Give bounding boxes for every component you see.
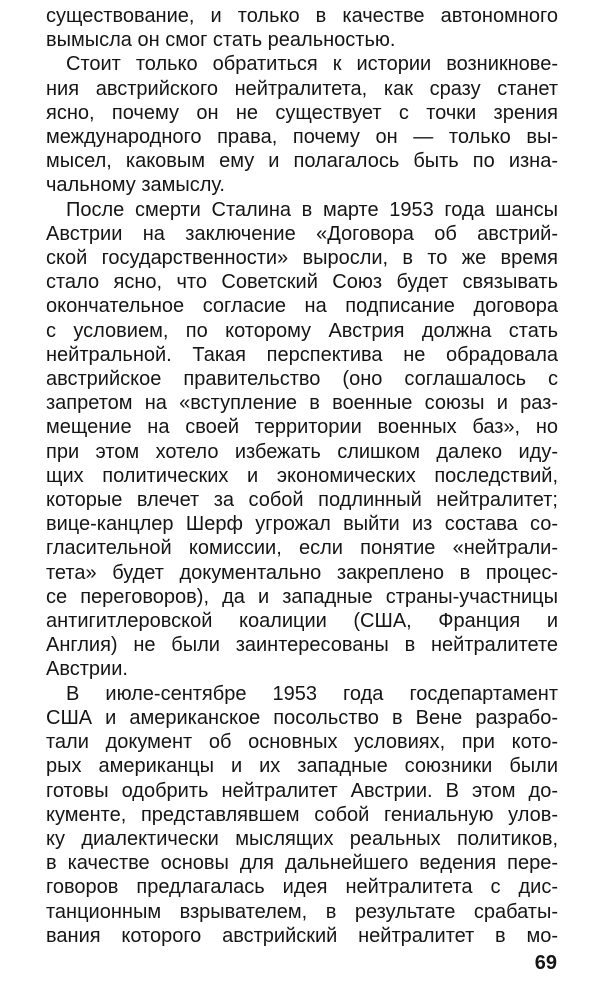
text-line xyxy=(46,319,558,343)
text-line-content: ясно, почему он не существует с точки зрения xyxy=(46,101,558,124)
text-line-content: се переговоров), да и западные страны-участницы xyxy=(46,585,558,608)
text-line-content: Австрии на заключение «Договора об австрий- xyxy=(46,222,558,245)
text-line-content: щих политических и экономических последствий, xyxy=(46,464,558,487)
text-line xyxy=(46,270,558,294)
text-line xyxy=(46,464,558,488)
text-line-content: которые влечет за собой подлинный нейтралитет; xyxy=(46,489,558,512)
text-line xyxy=(46,52,558,76)
text-line xyxy=(46,706,558,730)
text-line xyxy=(46,682,558,706)
text-line xyxy=(46,343,558,367)
text-line-content: ку диалектически мыслящих реальных политиков, xyxy=(46,827,558,850)
text-line xyxy=(46,754,558,778)
text-line-content: ской государственности» выросли, в то же время xyxy=(46,247,558,270)
paragraph xyxy=(46,198,558,682)
text-line-content: существование, и только в качестве автономного xyxy=(46,5,558,27)
text-line-content: тета» будет документально закреплено в процес- xyxy=(46,561,558,584)
text-line xyxy=(46,900,558,924)
text-line-content: США и американское посольство в Вене разрабо- xyxy=(46,706,558,729)
text-line-content: Австрии. xyxy=(46,658,128,681)
text-line-content: вымысла он смог стать реальностью. xyxy=(46,29,396,52)
text-line-content: мысел, каковым ему и полагалось быть по изна- xyxy=(46,150,558,173)
text-line xyxy=(46,561,558,585)
text-line-content: австрийское правительство (оно соглашалось с xyxy=(46,368,558,391)
text-line-content: чальному замыслу. xyxy=(46,174,225,197)
text-line-content: кументе, представлявшем собой гениальную улов- xyxy=(46,803,558,826)
text-line-content: После смерти Сталина в марте 1953 года шансы xyxy=(66,198,558,221)
text-line xyxy=(46,609,558,633)
text-line-content: гласительной комиссии, если понятие «нейтрали- xyxy=(46,537,558,560)
page-number: 69 xyxy=(534,952,557,974)
text-line-content: международного права, почему он — только вы- xyxy=(46,126,558,149)
paragraph xyxy=(46,682,558,948)
paragraph xyxy=(46,4,558,52)
text-line xyxy=(46,4,558,28)
text-line xyxy=(46,391,558,415)
text-line-content: стало ясно, что Советский Союз будет связывать xyxy=(46,271,558,294)
text-line xyxy=(46,149,558,173)
text-line-content: танционным взрывателем, в результате срабаты- xyxy=(46,900,558,923)
text-line xyxy=(46,246,558,270)
text-line xyxy=(46,415,558,439)
text-line xyxy=(46,536,558,560)
text-line xyxy=(46,440,558,464)
text-line xyxy=(46,222,558,246)
text-line-content: говоров предлагалась идея нейтралитета с дис- xyxy=(46,876,558,899)
paragraph xyxy=(46,52,558,197)
text-line xyxy=(46,28,558,52)
text-line xyxy=(46,488,558,512)
text-line-content: мещение на своей территории военных баз», но xyxy=(46,416,558,439)
text-line-content: Англия) не были заинтересованы в нейтралитете xyxy=(46,634,558,657)
text-line xyxy=(46,198,558,222)
text-line-content: антигитлеровской коалиции (США, Франция и xyxy=(46,610,558,633)
text-line-content: в качестве основы для дальнейшего ведения пере- xyxy=(46,852,558,875)
text-line xyxy=(46,803,558,827)
text-line xyxy=(46,924,558,948)
text-line-content: готовы одобрить нейтралитет Австрии. В этом до- xyxy=(46,779,558,802)
text-line xyxy=(46,77,558,101)
page-body-text xyxy=(46,4,558,948)
text-line xyxy=(46,101,558,125)
text-line-content: запретом на «вступление в военные союзы и раз- xyxy=(46,392,558,415)
text-line-content: Стоит только обратиться к истории возникнове- xyxy=(66,53,558,76)
text-line xyxy=(46,512,558,536)
text-line xyxy=(46,875,558,899)
text-line-content: окончательное согласие на подписание договора xyxy=(46,295,558,318)
text-line-content: вания которого австрийский нейтралитет в мо- xyxy=(46,924,558,947)
text-line-content: с условием, по которому Австрия должна стать xyxy=(46,319,558,342)
text-line xyxy=(46,657,558,681)
text-line-content: В июле-сентябре 1953 года госдепартамент xyxy=(66,682,558,705)
text-line-content: ния австрийского нейтралитета, как сразу станет xyxy=(46,77,558,100)
text-line xyxy=(46,827,558,851)
text-line xyxy=(46,730,558,754)
text-line xyxy=(46,585,558,609)
text-line-content: при этом хотело избежать слишком далеко иду- xyxy=(46,440,558,463)
text-line-content: нейтральной. Такая перспектива не обрадовала xyxy=(46,343,558,366)
text-line-content: рых американцы и их западные союзники были xyxy=(46,755,558,778)
text-line xyxy=(46,851,558,875)
text-line xyxy=(46,633,558,657)
text-line xyxy=(46,779,558,803)
text-line xyxy=(46,173,558,197)
text-line xyxy=(46,294,558,318)
text-line xyxy=(46,367,558,391)
text-line-content: вице-канцлер Шерф угрожал выйти из состава со- xyxy=(46,513,558,536)
text-line-content: тали документ об основных условиях, при кото- xyxy=(46,731,558,754)
text-line xyxy=(46,125,558,149)
